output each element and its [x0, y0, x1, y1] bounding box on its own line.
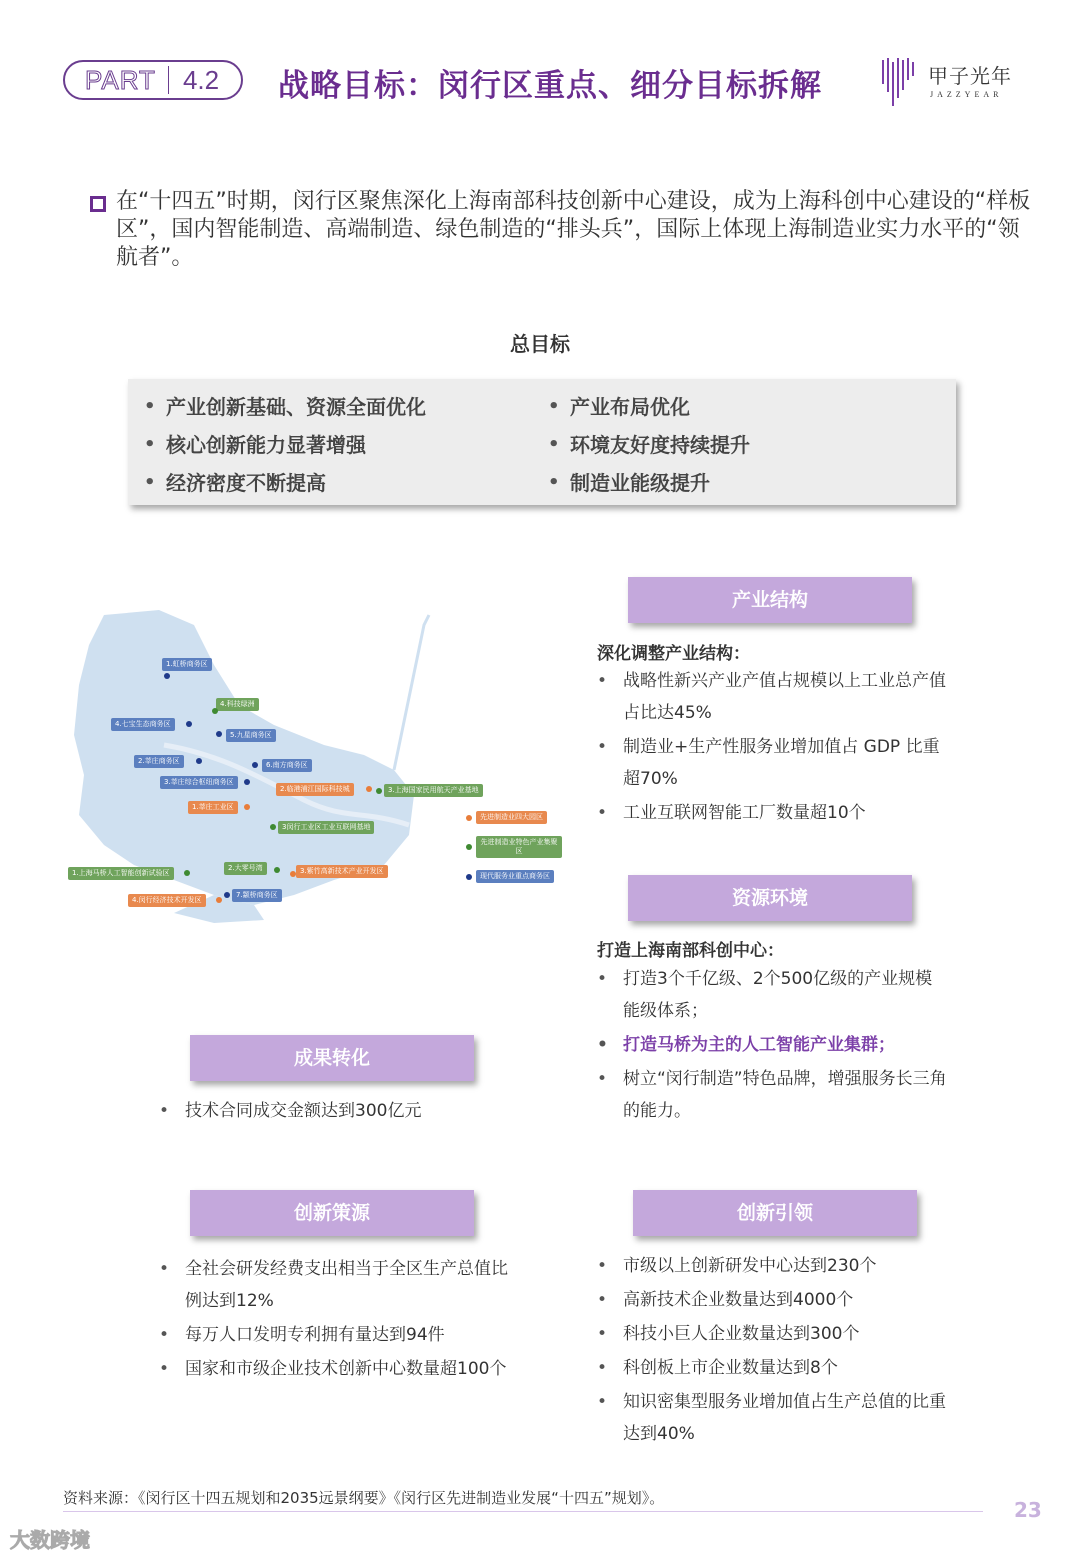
intro-paragraph: [90, 188, 1040, 272]
list-item: • 全社会研发经费支出相当于全区生产总值比例达到12%: [159, 1253, 509, 1317]
map-label: 2.临港浦江国际科技城: [276, 783, 354, 796]
map-marker-icon: [184, 870, 190, 876]
achievements-header: 成果转化: [190, 1035, 474, 1081]
goal-item: • 制造业能级提升: [544, 469, 750, 507]
goal-item: • 核心创新能力显著增强: [140, 431, 426, 469]
list-item: • 技术合同成交金额达到300亿元: [159, 1095, 539, 1127]
list-item: • 科技小巨人企业数量达到300个: [597, 1318, 947, 1350]
page-title: 战略目标：闵行区重点、细分目标拆解: [278, 68, 822, 104]
logo-text: 甲子光年: [928, 64, 1012, 88]
map-label: 7.颛桥商务区: [232, 889, 282, 902]
map-marker-icon: [196, 758, 202, 764]
map-label: 6.南方商务区: [262, 759, 312, 772]
part-number: 4.2: [182, 64, 220, 95]
map-marker-icon: [216, 731, 222, 737]
list-item: • 科创板上市企业数量达到8个: [597, 1352, 947, 1384]
map-label: 1.虹桥商务区: [162, 658, 212, 671]
map-label: 3闵行工业区工业互联网基地: [278, 821, 374, 834]
list-item: • 战略性新兴产业产值占规模以上工业总产值占比达45%: [597, 665, 947, 729]
map-label: 4.七宝生态商务区: [111, 718, 175, 731]
map-marker-icon: [216, 897, 222, 903]
overall-goal-title: 总目标: [510, 332, 570, 356]
resources-subtitle: 打造上海南部科创中心：: [597, 941, 784, 961]
list-item: • 市级以上创新研发中心达到230个: [597, 1250, 947, 1282]
innovation-source-list: [159, 1253, 509, 1387]
legend-label: 先进制造业特色产业集聚区: [476, 836, 562, 858]
achievements-list: [159, 1095, 539, 1129]
list-item: • 工业互联网智能工厂数量超10个: [597, 797, 947, 829]
part-badge: [63, 60, 243, 100]
list-item-highlight: • 打造马桥为主的人工智能产业集群；: [597, 1029, 947, 1061]
source-note: 资料来源：《闵行区十四五规划和2035远景纲要》《闵行区先进制造业发展“十四五”规划》。: [63, 1489, 665, 1507]
map-label: 4.闵行经济技术开发区: [128, 894, 206, 907]
map-marker-icon: [376, 788, 382, 794]
square-bullet-icon: [90, 196, 106, 212]
resources-list: [597, 963, 947, 1129]
legend-label: 现代服务业重点商务区: [476, 870, 554, 883]
list-item: • 每万人口发明专利拥有量达到94件: [159, 1319, 509, 1351]
list-item: • 树立“闵行制造”特色品牌，增强服务长三角的能力。: [597, 1063, 947, 1127]
legend-marker-icon: [466, 815, 472, 821]
map-marker-icon: [164, 673, 170, 679]
page-number: 23: [1014, 1498, 1042, 1522]
map-marker-icon: [244, 804, 250, 810]
map-marker-icon: [366, 786, 372, 792]
map-label: 4.科技绿洲: [216, 698, 259, 711]
map-marker-icon: [270, 824, 276, 830]
list-item: • 制造业+生产性服务业增加值占 GDP 比重超70%: [597, 731, 947, 795]
district-map: [64, 595, 574, 925]
map-marker-icon: [212, 708, 218, 714]
legend-label: 先进制造业四大园区: [476, 811, 547, 824]
innovation-source-header: 创新策源: [190, 1190, 474, 1236]
goal-item: • 产业布局优化: [544, 393, 750, 431]
innovation-lead-header: 创新引领: [633, 1190, 917, 1236]
map-label: 1.莘庄工业区: [188, 801, 238, 814]
map-label: 3.上海国家民用航天产业基地: [384, 784, 483, 797]
map-marker-icon: [244, 779, 250, 785]
watermark-brand: 大数跨境: [10, 1528, 90, 1552]
goal-item: • 环境友好度持续提升: [544, 431, 750, 469]
logo-subtext: JAZZYEAR: [930, 90, 1003, 99]
logo-bars-icon: [880, 56, 920, 112]
goal-list-left: [140, 393, 426, 507]
map-marker-icon: [252, 762, 258, 768]
map-label: 1.上海马桥人工智能创新试验区: [68, 867, 174, 880]
map-label: 2.大零号湾: [224, 862, 267, 875]
industry-subtitle: 深化调整产业结构：: [597, 644, 750, 664]
map-marker-icon: [186, 721, 192, 727]
footer-divider: [63, 1511, 983, 1512]
map-marker-icon: [290, 871, 296, 877]
industry-header: 产业结构: [628, 577, 912, 623]
brand-logo: [880, 56, 1020, 112]
goal-list-right: [544, 393, 750, 507]
goal-item: • 经济密度不断提高: [140, 469, 426, 507]
goal-item: • 产业创新基础、资源全面优化: [140, 393, 426, 431]
legend-marker-icon: [466, 874, 472, 880]
map-marker-icon: [224, 892, 230, 898]
map-marker-icon: [274, 867, 280, 873]
part-word: PART: [85, 64, 156, 95]
innovation-lead-list: [597, 1250, 947, 1452]
overall-goal-box: [128, 379, 956, 505]
intro-text: 在“十四五”时期，闵行区聚焦深化上海南部科技创新中心建设，成为上海科创中心建设的“样板区”，国内智能制造、高端制造、绿色制造的“排头兵”，国际上体现上海制造业实力水平的“领航者”。: [116, 189, 1031, 270]
industry-list: [597, 665, 947, 831]
list-item: • 知识密集型服务业增加值占生产总值的比重达到40%: [597, 1386, 947, 1450]
map-label: 3.紫竹高新技术产业开发区: [296, 865, 388, 878]
legend-marker-icon: [466, 844, 472, 850]
list-item: • 打造3个千亿级、2个500亿级的产业规模能级体系；: [597, 963, 947, 1027]
map-label: 2.莘庄商务区: [134, 755, 184, 768]
resources-header: 资源环境: [628, 875, 912, 921]
map-label: 5.九星商务区: [226, 729, 276, 742]
map-label: 3.莘庄综合枢纽商务区: [160, 776, 238, 789]
list-item: • 国家和市级企业技术创新中心数量超100个: [159, 1353, 509, 1385]
list-item: • 高新技术企业数量达到4000个: [597, 1284, 947, 1316]
part-divider: [168, 66, 169, 94]
